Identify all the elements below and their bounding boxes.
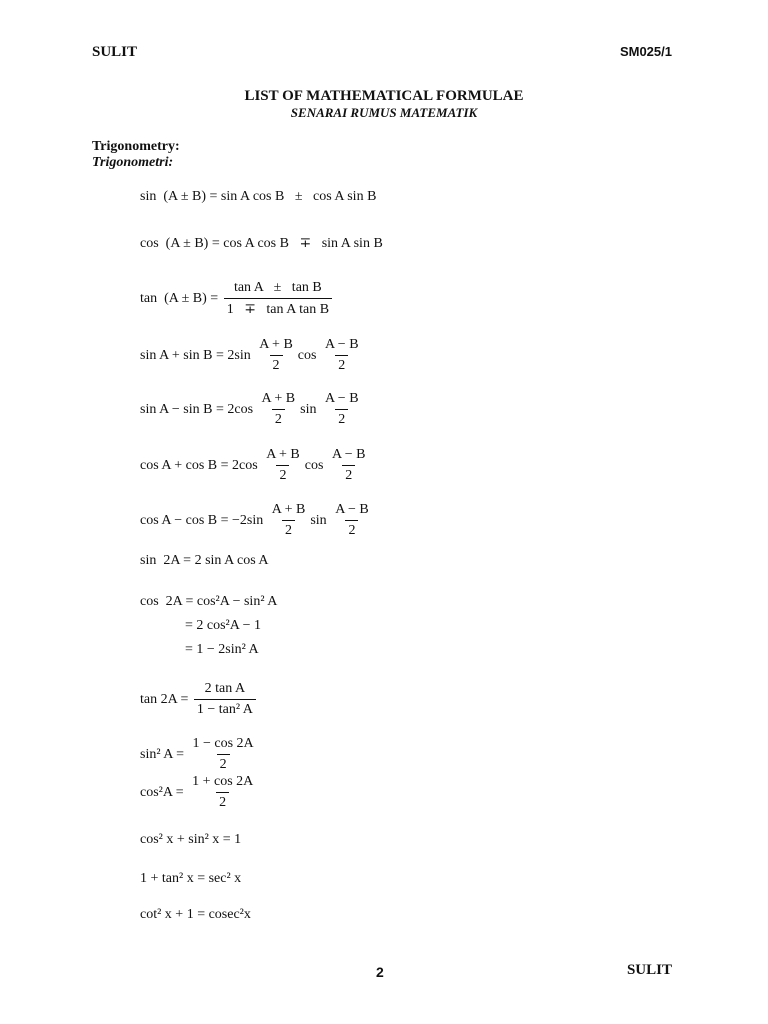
fraction bbox=[269, 502, 309, 539]
formula-text: sin² A = bbox=[140, 746, 188, 762]
formula-diff-sin bbox=[140, 391, 364, 428]
formula-text: 1 + tan² x = sec² x bbox=[140, 871, 242, 886]
header-code: SM025/1 bbox=[619, 44, 672, 59]
fraction bbox=[194, 681, 256, 718]
section-heading-en: Trigonometry: bbox=[92, 139, 180, 154]
fraction bbox=[332, 502, 372, 539]
fraction-numerator: A + B bbox=[266, 447, 300, 462]
formula-text: cos 2A = cos²A − sin² A bbox=[140, 594, 278, 609]
formula-cos-double-1 bbox=[140, 594, 277, 610]
fraction-numerator: A + B bbox=[259, 337, 293, 352]
formula-cos-double-3 bbox=[185, 642, 259, 658]
formula-sin-double bbox=[140, 553, 268, 569]
footer-classification: SULIT bbox=[626, 962, 672, 978]
fraction-denominator: 2 bbox=[272, 409, 285, 428]
section-heading-ms: Trigonometri: bbox=[92, 155, 174, 170]
formula-sin-squared bbox=[140, 736, 259, 773]
formula-text: sin bbox=[300, 401, 320, 417]
fraction-numerator: tan A ± tan B bbox=[233, 280, 322, 295]
formula-cos-squared bbox=[140, 774, 258, 811]
formula-text: cos bbox=[297, 347, 320, 363]
fraction-denominator: 2 bbox=[345, 520, 358, 539]
fraction bbox=[322, 337, 362, 374]
fraction bbox=[322, 391, 362, 428]
fraction-denominator: 1 − tan² A bbox=[194, 699, 256, 718]
fraction-denominator: 1 ∓ tan A tan B bbox=[224, 298, 332, 318]
fraction bbox=[256, 337, 296, 374]
formula-sin-sum bbox=[140, 189, 376, 205]
formula-text: cot² x + 1 = cosec²x bbox=[140, 907, 251, 922]
formula-text: sin 2A = 2 sin A cos A bbox=[140, 553, 269, 568]
fraction-numerator: A − B bbox=[335, 502, 369, 517]
fraction-denominator: 2 bbox=[217, 754, 230, 773]
fraction bbox=[329, 447, 369, 484]
header-classification: SULIT bbox=[92, 44, 138, 60]
fraction-numerator: A − B bbox=[324, 337, 359, 352]
formula-text: sin A − sin B = 2cos bbox=[140, 401, 257, 417]
formula-text: sin A + sin B = 2sin bbox=[140, 347, 255, 363]
formula-pythag-3 bbox=[140, 907, 251, 923]
fraction-numerator: 1 − cos 2A bbox=[192, 736, 254, 751]
fraction-denominator: 2 bbox=[335, 355, 348, 374]
fraction-denominator: 2 bbox=[282, 520, 295, 539]
fraction-denominator: 2 bbox=[342, 465, 355, 484]
formula-text: sin bbox=[310, 512, 331, 528]
fraction-numerator: A − B bbox=[331, 447, 366, 462]
formula-tan-double bbox=[140, 681, 258, 718]
formula-pythag-2 bbox=[140, 871, 241, 887]
formula-text: cos (A ± B) = cos A cos B ∓ sin A sin B bbox=[140, 236, 383, 251]
page-number: 2 bbox=[376, 964, 384, 980]
page-title: LIST OF MATHEMATICAL FORMULAE bbox=[244, 88, 524, 104]
fraction-numerator: 2 tan A bbox=[204, 681, 246, 696]
formula-pythag-1 bbox=[140, 832, 241, 848]
fraction-denominator: 2 bbox=[335, 409, 348, 428]
formula-text: tan (A ± B) = bbox=[140, 291, 222, 306]
fraction bbox=[189, 774, 256, 811]
formula-text: = 1 − 2sin² A bbox=[185, 642, 259, 657]
formula-text: cos bbox=[304, 457, 327, 473]
fraction bbox=[259, 391, 299, 428]
fraction bbox=[224, 280, 332, 318]
formula-text: cos A + cos B = 2cos bbox=[140, 457, 262, 473]
fraction-numerator: A + B bbox=[271, 502, 306, 517]
formula-text: = 2 cos²A − 1 bbox=[185, 618, 261, 633]
fraction-numerator: A + B bbox=[261, 391, 296, 406]
formula-text: tan 2A = bbox=[140, 691, 192, 707]
page-subtitle: SENARAI RUMUS MATEMATIK bbox=[290, 105, 478, 120]
formula-sum-sin bbox=[140, 337, 364, 374]
formula-text: cos² x + sin² x = 1 bbox=[140, 832, 242, 847]
formula-text: cos A − cos B = −2sin bbox=[140, 512, 267, 528]
fraction-numerator: 1 + cos 2A bbox=[192, 774, 254, 789]
formula-diff-cos bbox=[140, 502, 374, 539]
fraction-denominator: 2 bbox=[276, 465, 289, 484]
formula-tan-sum bbox=[140, 280, 334, 318]
fraction-numerator: A − B bbox=[324, 391, 359, 406]
fraction-denominator: 2 bbox=[216, 792, 229, 811]
formula-cos-double-2 bbox=[185, 618, 261, 634]
fraction bbox=[263, 447, 303, 484]
formula-sum-cos bbox=[140, 447, 371, 484]
formula-text: cos²A = bbox=[140, 784, 188, 800]
fraction-denominator: 2 bbox=[270, 355, 283, 374]
fraction bbox=[190, 736, 257, 773]
formula-text: sin (A ± B) = sin A cos B ± cos A sin B bbox=[140, 189, 377, 204]
formula-cos-sum bbox=[140, 235, 383, 252]
